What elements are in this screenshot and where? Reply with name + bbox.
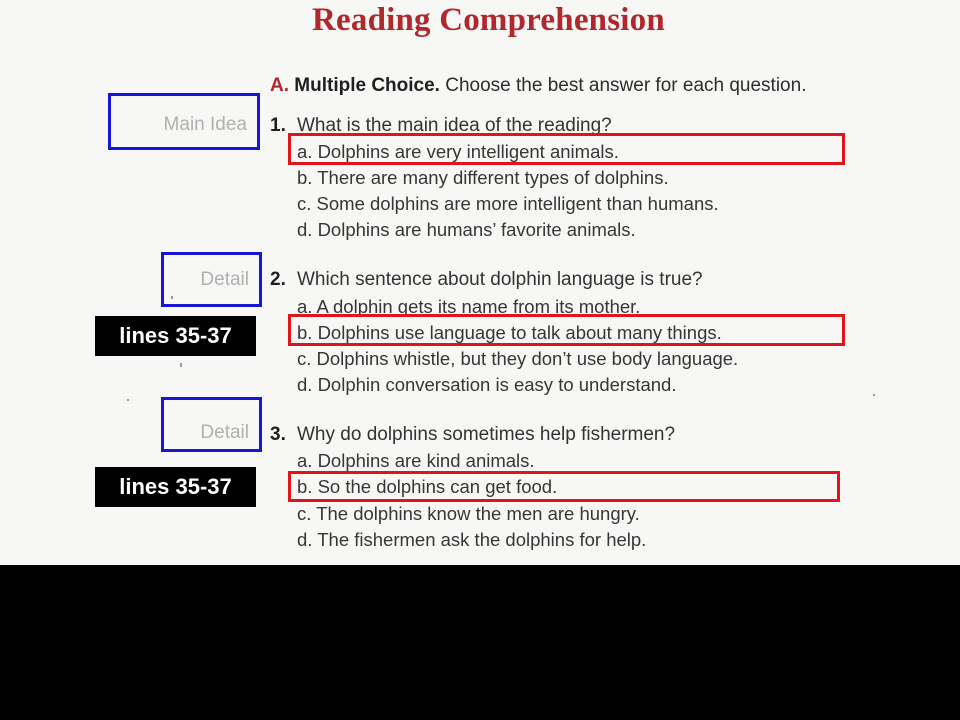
line-reference-label: lines 35-37 (95, 316, 256, 356)
question-number: 3. (270, 424, 286, 445)
answer-option: c. Some dolphins are more intelligent than humans. (297, 193, 719, 214)
section-name: Multiple Choice. (294, 75, 440, 96)
answer-option: d. The fishermen ask the dolphins for help. (297, 529, 647, 550)
section-instruction-text: Choose the best answer for each question. (445, 75, 807, 96)
answer-option: b. There are many different types of dolphins. (297, 167, 669, 188)
answer-highlight-box (288, 471, 840, 502)
answer-option: b. So the dolphins can get food. (297, 476, 558, 497)
page-title: Reading Comprehension (312, 2, 665, 38)
scan-speck (180, 363, 182, 367)
scan-speck (873, 394, 875, 396)
blank-black-band (0, 565, 960, 720)
answer-option: a. Dolphins are kind animals. (297, 450, 535, 471)
section-instructions (270, 75, 806, 97)
answer-option: a. A dolphin gets its name from its mother. (297, 296, 641, 317)
question-text: Why do dolphins sometimes help fishermen? (297, 424, 676, 445)
answer-highlight-box (288, 133, 845, 165)
answer-option: c. Dolphins whistle, but they don’t use body language. (297, 348, 739, 369)
skill-label-detail: Detail (161, 397, 262, 452)
section-letter: A. (270, 75, 289, 96)
skill-label-detail: Detail (161, 252, 262, 307)
answer-option: d. Dolphins are humans’ favorite animals. (297, 219, 636, 240)
answer-option: a. Dolphins are very intelligent animals. (297, 141, 619, 162)
scan-speck (127, 399, 129, 401)
question-text: Which sentence about dolphin language is true? (297, 269, 703, 290)
answer-option: c. The dolphins know the men are hungry. (297, 503, 640, 524)
question-number: 1. (270, 115, 286, 136)
question-number: 2. (270, 269, 286, 290)
answer-option: b. Dolphins use language to talk about many things. (297, 322, 722, 343)
question-text: What is the main idea of the reading? (297, 115, 612, 136)
scan-speck (171, 296, 173, 299)
answer-highlight-box (288, 314, 845, 346)
skill-label-main-idea: Main Idea (108, 93, 260, 150)
answer-option: d. Dolphin conversation is easy to understand. (297, 374, 677, 395)
line-reference-label: lines 35-37 (95, 467, 256, 507)
